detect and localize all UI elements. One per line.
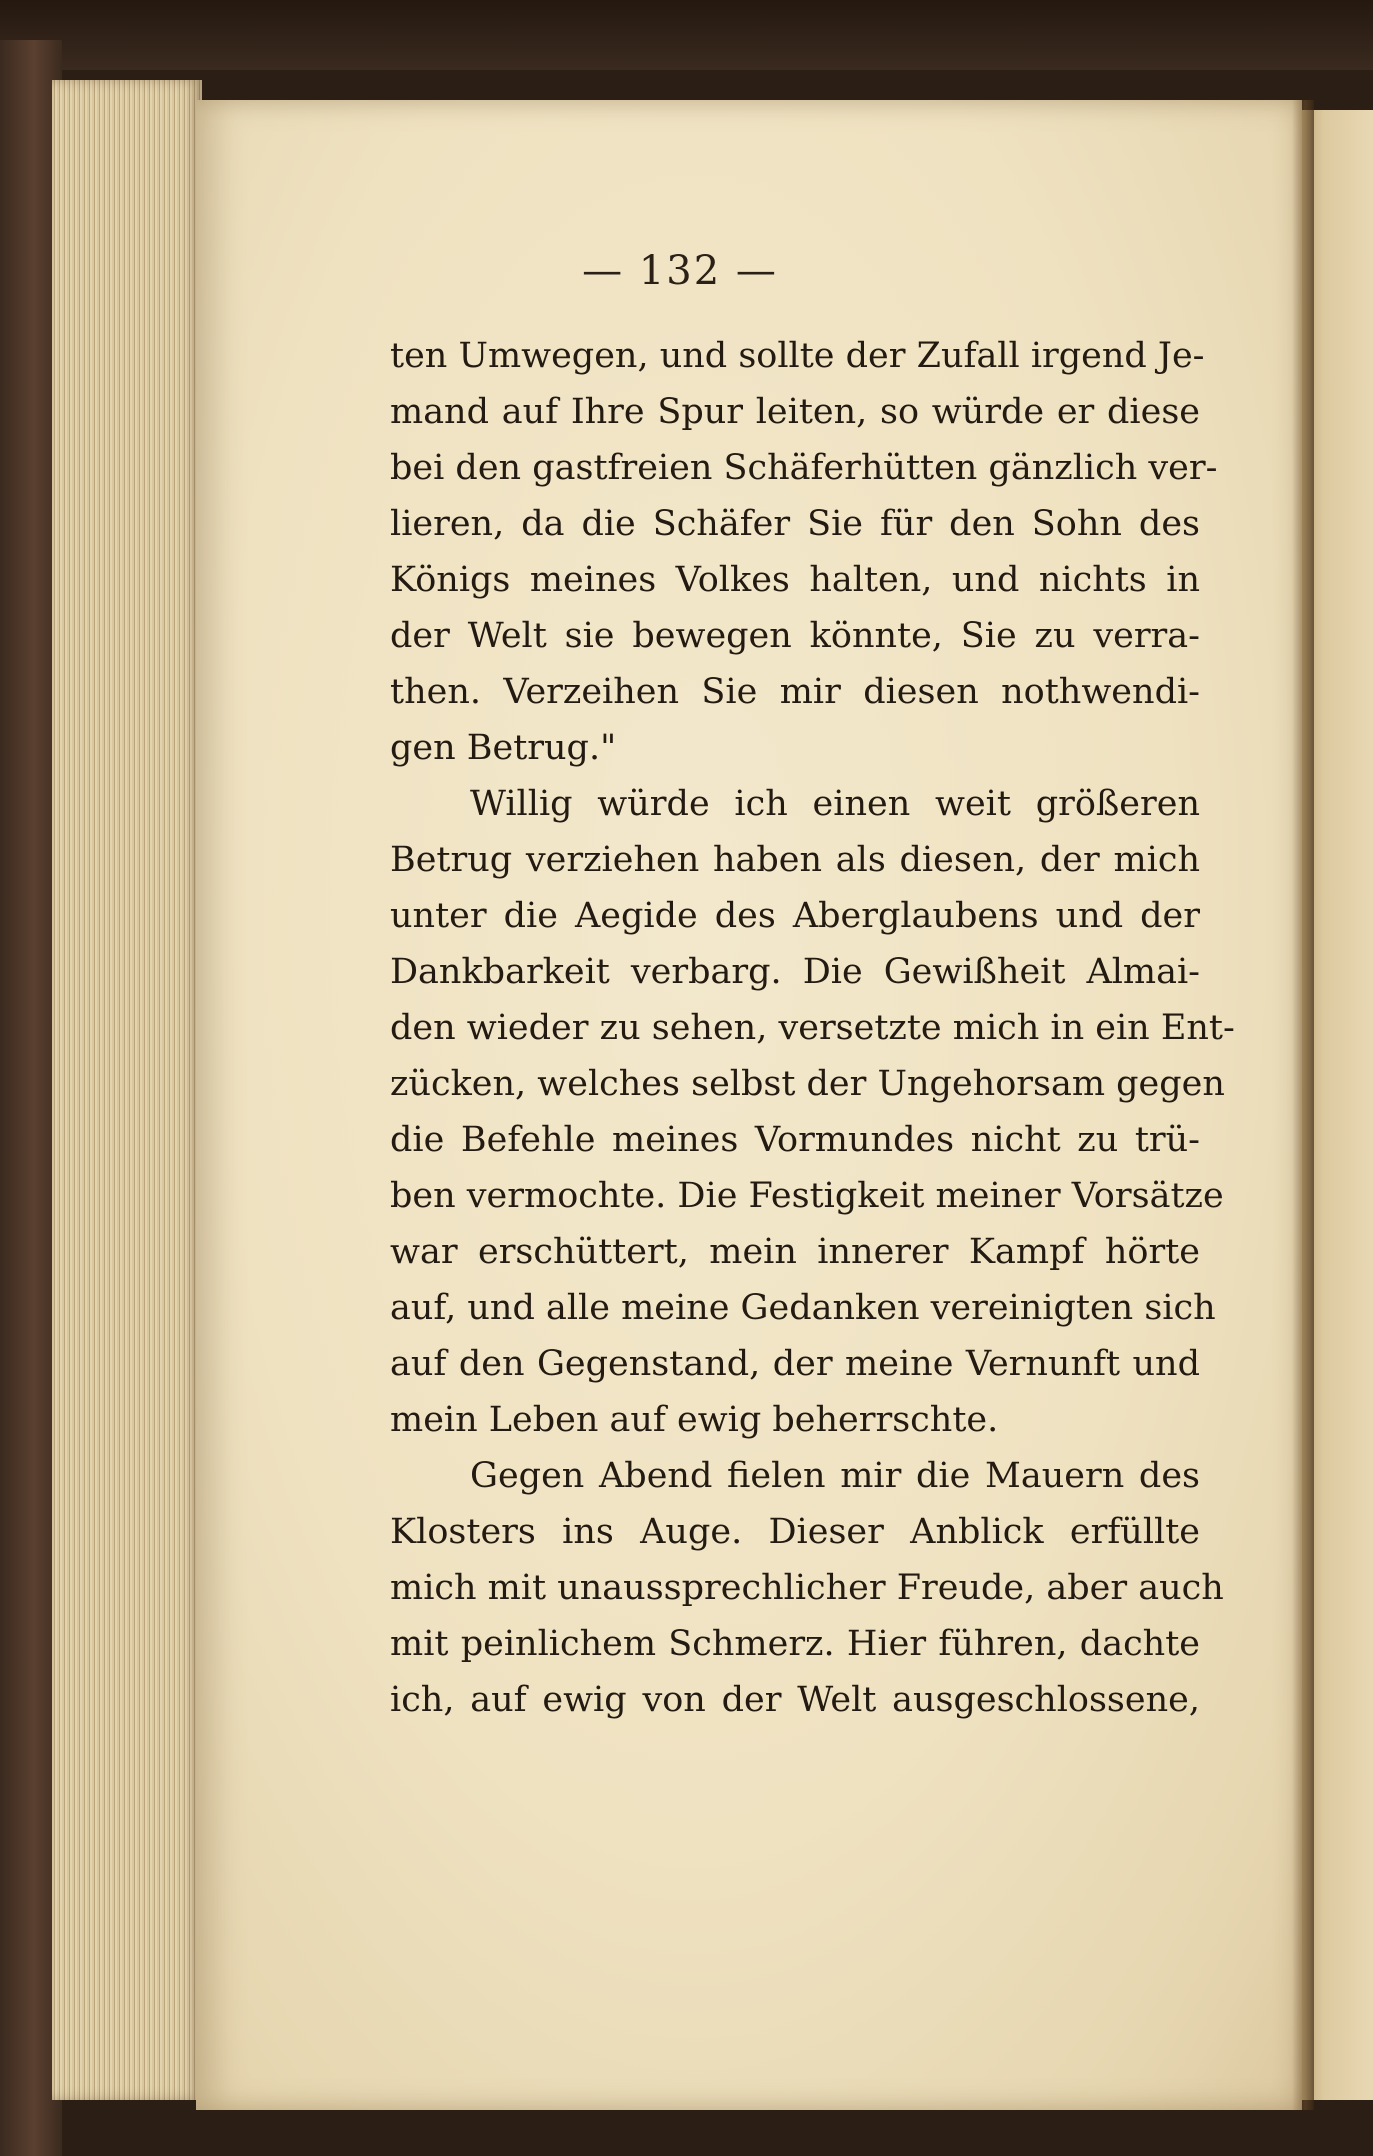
text-line: Willig würde ich einen weit größeren bbox=[470, 784, 1200, 824]
text-line: bei den gastfreien Schäferhütten gänzlich ver- bbox=[390, 448, 1218, 488]
page-number: — 132 — bbox=[582, 248, 778, 294]
text-line: ben vermochte. Die Festigkeit meiner Vorsätze bbox=[390, 1176, 1224, 1216]
text-line: mich mit unaussprechlicher Freude, aber auch bbox=[390, 1568, 1224, 1608]
text-line: ten Umwegen, und sollte der Zufall irgend Je- bbox=[390, 336, 1205, 376]
text-line: gen Betrug." bbox=[390, 728, 617, 768]
text-line: then. Verzeihen Sie mir diesen nothwendi- bbox=[390, 672, 1200, 712]
text-line: Gegen Abend fielen mir die Mauern des bbox=[470, 1456, 1200, 1496]
text-line: war erschüttert, mein innerer Kampf hörte bbox=[390, 1232, 1200, 1272]
text-line: auf den Gegenstand, der meine Vernunft und bbox=[390, 1344, 1200, 1384]
body-text bbox=[390, 328, 1235, 1728]
gutter-shadow bbox=[1292, 100, 1314, 2110]
book-cover-top bbox=[0, 0, 1373, 70]
text-line: unter die Aegide des Aberglaubens und der bbox=[390, 896, 1200, 936]
text-line: mein Leben auf ewig beherrschte. bbox=[390, 1400, 999, 1440]
text-line: lieren, da die Schäfer Sie für den Sohn des bbox=[390, 504, 1200, 544]
text-line: die Befehle meines Vormundes nicht zu trü- bbox=[390, 1120, 1200, 1160]
text-line: Königs meines Volkes halten, und nichts in bbox=[390, 560, 1200, 600]
page-edges bbox=[52, 80, 202, 2100]
text-line: mand auf Ihre Spur leiten, so würde er diese bbox=[390, 392, 1200, 432]
text-line: ich, auf ewig von der Welt ausgeschlossene, bbox=[390, 1680, 1200, 1720]
text-line: Betrug verziehen haben als diesen, der mich bbox=[390, 840, 1200, 880]
text-line: mit peinlichem Schmerz. Hier führen, dachte bbox=[390, 1624, 1200, 1664]
text-line: Dankbarkeit verbarg. Die Gewißheit Almai- bbox=[390, 952, 1200, 992]
text-line: der Welt sie bewegen könnte, Sie zu verra- bbox=[390, 616, 1200, 656]
text-line: zücken, welches selbst der Ungehorsam gegen bbox=[390, 1064, 1225, 1104]
text-line: auf, und alle meine Gedanken vereinigten sich bbox=[390, 1288, 1216, 1328]
text-line: den wieder zu sehen, versetzte mich in ein Ent- bbox=[390, 1008, 1235, 1048]
text-line: Klosters ins Auge. Dieser Anblick erfüllte bbox=[390, 1512, 1200, 1552]
